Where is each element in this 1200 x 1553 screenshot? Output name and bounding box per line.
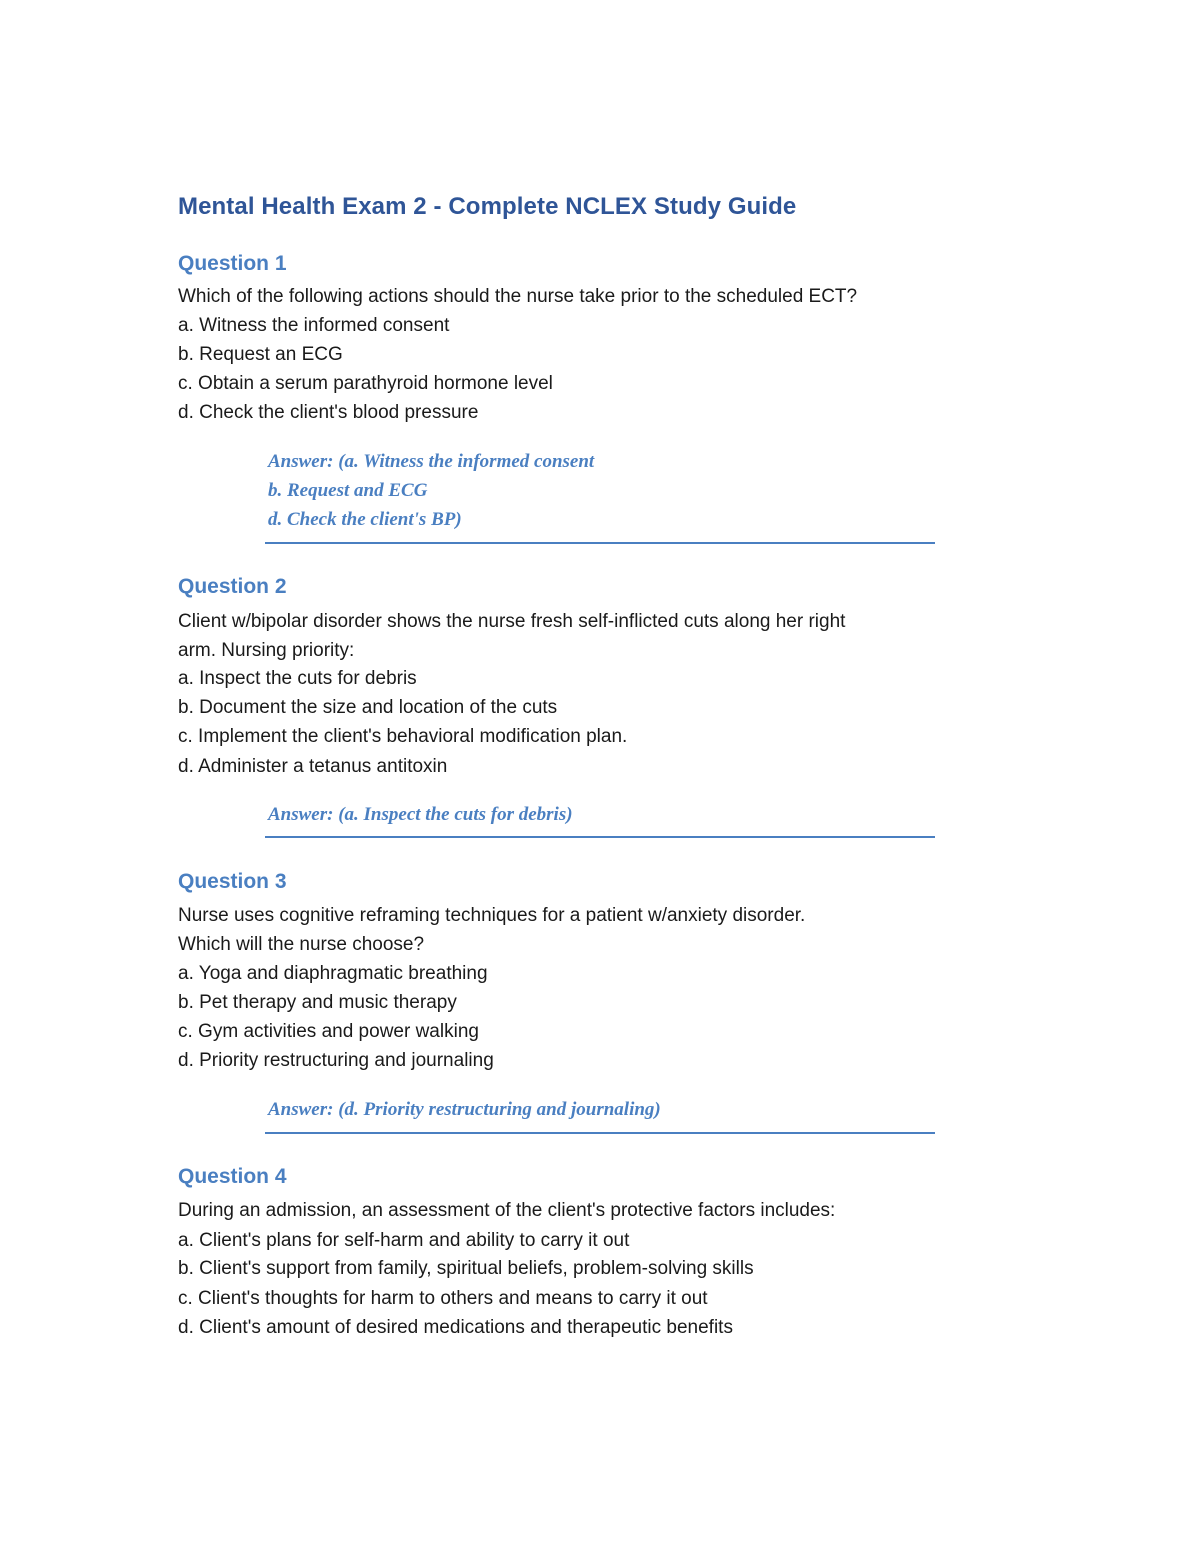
document-title: Mental Health Exam 2 - Complete NCLEX Study Guide: [178, 193, 797, 220]
question-2-option-c: c. Implement the client's behavioral modification plan.: [178, 726, 628, 747]
question-1-stem: Which of the following actions should the nurse take prior to the scheduled ECT?: [178, 286, 858, 307]
question-1-answer-line-1: Answer: (a. Witness the informed consent: [268, 451, 595, 472]
question-2-stem-line-2: arm. Nursing priority:: [178, 640, 355, 661]
question-2-divider: [265, 836, 935, 838]
question-4-stem: During an admission, an assessment of the client's protective factors includes:: [178, 1200, 836, 1221]
question-1-option-d: d. Check the client's blood pressure: [178, 402, 479, 423]
question-3-answer: Answer: (d. Priority restructuring and journaling): [268, 1099, 661, 1120]
question-3-stem-line-2: Which will the nurse choose?: [178, 934, 425, 955]
question-1-option-a: a. Witness the informed consent: [178, 315, 450, 336]
question-1-option-c: c. Obtain a serum parathyroid hormone level: [178, 373, 553, 394]
question-3-option-c: c. Gym activities and power walking: [178, 1021, 479, 1042]
question-1-option-b: b. Request an ECG: [178, 344, 343, 365]
question-3-option-b: b. Pet therapy and music therapy: [178, 992, 457, 1013]
question-1-heading: Question 1: [178, 252, 287, 275]
question-2-answer: Answer: (a. Inspect the cuts for debris): [268, 804, 573, 825]
question-4-option-b: b. Client's support from family, spiritual beliefs, problem-solving skills: [178, 1258, 754, 1279]
question-4-option-a: a. Client's plans for self-harm and ability to carry it out: [178, 1230, 630, 1251]
question-2-stem-line-1: Client w/bipolar disorder shows the nurse fresh self-inflicted cuts along her right: [178, 611, 846, 632]
question-3-option-a: a. Yoga and diaphragmatic breathing: [178, 963, 488, 984]
question-2-option-b: b. Document the size and location of the cuts: [178, 697, 558, 718]
question-4-option-d: d. Client's amount of desired medications and therapeutic benefits: [178, 1317, 733, 1338]
question-2-option-d: d. Administer a tetanus antitoxin: [178, 756, 448, 777]
question-2-heading: Question 2: [178, 575, 287, 598]
question-3-divider: [265, 1132, 935, 1134]
question-3-stem-line-1: Nurse uses cognitive reframing techniques for a patient w/anxiety disorder.: [178, 905, 806, 926]
question-2-option-a: a. Inspect the cuts for debris: [178, 668, 417, 689]
question-4-option-c: c. Client's thoughts for harm to others and means to carry it out: [178, 1288, 708, 1309]
question-3-option-d: d. Priority restructuring and journaling: [178, 1050, 494, 1071]
question-1-answer-line-3: d. Check the client's BP): [268, 509, 462, 530]
question-3-heading: Question 3: [178, 870, 287, 893]
question-4-heading: Question 4: [178, 1165, 287, 1188]
question-1-answer-line-2: b. Request and ECG: [268, 480, 428, 501]
question-1-divider: [265, 542, 935, 544]
